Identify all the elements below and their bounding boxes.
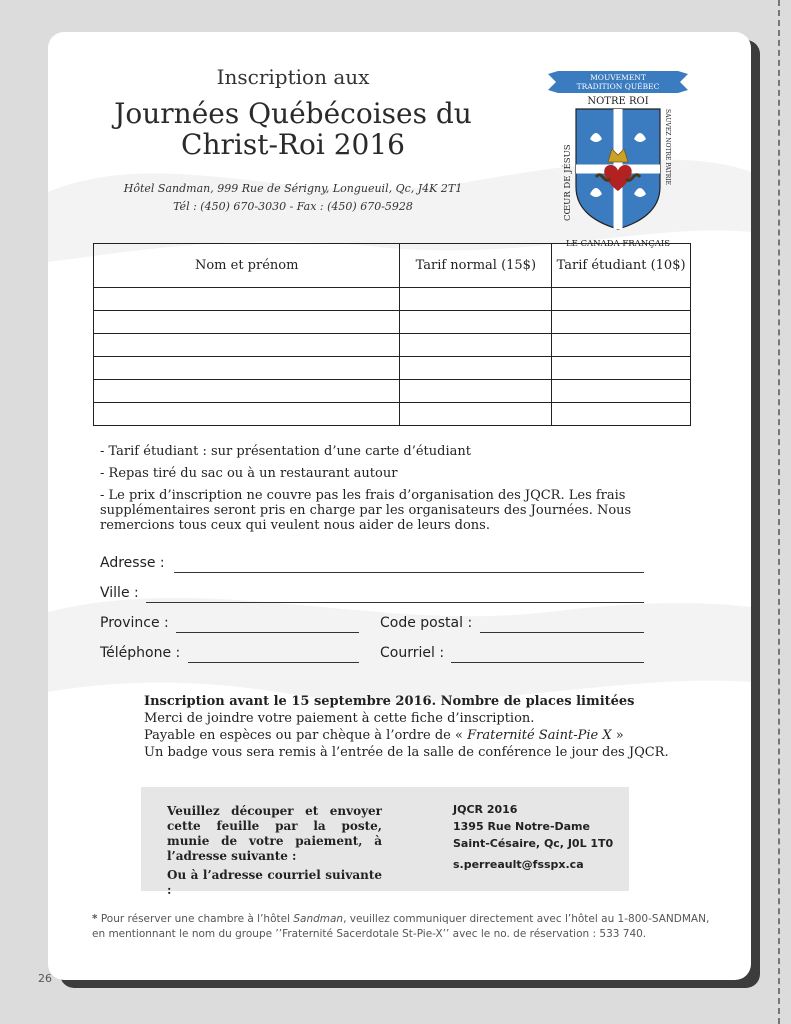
table-row (94, 403, 691, 426)
hotel-footnote (92, 912, 732, 942)
province-field[interactable] (176, 632, 359, 633)
name-cell[interactable] (94, 311, 400, 334)
city-field[interactable] (146, 602, 644, 603)
footnote-pre: Pour réserver une chambre à l’hôtel (97, 913, 294, 925)
phone-field[interactable] (188, 662, 359, 663)
email-field[interactable] (451, 662, 644, 663)
payable-text (144, 727, 684, 744)
student-rate-cell[interactable] (552, 334, 691, 357)
page-number: 26 (38, 972, 52, 985)
note-fees: - Le prix d’inscription ne couvre pas les frais d’organisation des JQCR. Les frais supplémentaires seront pris en charge par les organisateurs des Journées. Nous remercions tous ceux qui veulent nous aider de leurs dons. (100, 488, 632, 533)
footnote-line-1 (92, 912, 732, 927)
form-intro: Inscription aux (216, 65, 370, 89)
notes-list (100, 444, 700, 540)
registration-table (93, 243, 691, 426)
table-row (94, 380, 691, 403)
mail-address-line-3: Saint-Césaire, Qc, J0L 1T0 (453, 837, 614, 850)
mailing-box (141, 787, 629, 897)
note-meals: - Repas tiré du sac ou à un restaurant autour (100, 466, 398, 481)
tradition-quebec-logo (544, 69, 692, 252)
logo-top-text: NOTRE ROI (587, 96, 649, 107)
student-rate-cell[interactable] (552, 403, 691, 426)
name-cell[interactable] (94, 380, 400, 403)
payee-name: Fraternité Saint-Pie X (467, 728, 612, 743)
hotel-phone: Tél : (450) 670-3030 - Fax : (450) 670-5928 (173, 200, 413, 213)
address-field[interactable] (174, 572, 644, 573)
footnote-hotel: Sandman (293, 913, 344, 925)
column-header-name: Nom et prénom (94, 244, 400, 288)
normal-rate-cell[interactable] (400, 380, 552, 403)
table-row (94, 311, 691, 334)
table-row (94, 357, 691, 380)
email-label: Courriel : (380, 645, 445, 661)
table-row (94, 334, 691, 357)
column-header-normal-rate: Tarif normal (15$) (400, 244, 552, 288)
mailing-address (453, 801, 623, 873)
footnote-post: , veuillez communiquer directement avec l’hôtel au 1-800-SANDMAN, (343, 913, 710, 925)
normal-rate-cell[interactable] (400, 357, 552, 380)
badge-text: Un badge vous sera remis à l’entrée de la salle de conférence le jour des JQCR. (144, 745, 669, 760)
phone-label: Téléphone : (100, 645, 181, 661)
name-cell[interactable] (94, 288, 400, 311)
logo-bottom-text: LE CANADA FRANÇAIS (565, 239, 671, 249)
table-row (94, 288, 691, 311)
student-rate-cell[interactable] (552, 311, 691, 334)
mail-address-line-2: 1395 Rue Notre-Dame (453, 820, 590, 833)
registration-info (144, 693, 684, 761)
logo-left-text: CŒUR DE JÉSUS (563, 144, 573, 221)
table-header-row (94, 244, 691, 288)
name-cell[interactable] (94, 403, 400, 426)
mail-instruction: Veuillez découper et envoyer cette feuille par la poste, munie de votre paiement, à l’adresse suivante : (167, 804, 382, 863)
normal-rate-cell[interactable] (400, 288, 552, 311)
normal-rate-cell[interactable] (400, 311, 552, 334)
postal-code-label: Code postal : (380, 615, 473, 631)
student-rate-cell[interactable] (552, 380, 691, 403)
student-rate-cell[interactable] (552, 357, 691, 380)
student-rate-cell[interactable] (552, 288, 691, 311)
name-cell[interactable] (94, 357, 400, 380)
name-cell[interactable] (94, 334, 400, 357)
logo-banner-line-1: MOUVEMENT (590, 73, 646, 82)
column-header-student-rate: Tarif étudiant (10$) (552, 244, 691, 288)
normal-rate-cell[interactable] (400, 334, 552, 357)
title-line-1: Journées Québécoises du (114, 97, 472, 130)
deadline-text: Inscription avant le 15 septembre 2016. Nombre de places limitées (144, 694, 635, 709)
city-label: Ville : (100, 585, 139, 601)
payable-prefix: Payable en espèces ou par chèque à l’ordre de « (144, 728, 468, 743)
payable-suffix: » (611, 728, 624, 743)
page-title (48, 98, 538, 160)
hotel-address: Hôtel Sandman, 999 Rue de Sérigny, Longueuil, Qc, J4K 2T1 (123, 182, 463, 195)
cut-line (778, 0, 780, 1024)
province-label: Province : (100, 615, 169, 631)
payment-text: Merci de joindre votre paiement à cette fiche d’inscription. (144, 711, 535, 726)
email-instruction: Ou à l’adresse courriel suivante : (167, 868, 382, 897)
postal-code-field[interactable] (480, 632, 644, 633)
form-page (48, 32, 751, 980)
logo-right-text: SAUVEZ NOTRE PATRIE (664, 109, 671, 186)
title-line-2: Christ-Roi 2016 (181, 128, 405, 161)
contact-email-link[interactable]: s.perreault@fsspx.ca (453, 858, 584, 871)
logo-banner-line-2: TRADITION QUÉBEC (576, 82, 660, 91)
mail-address-line-1: JQCR 2016 (453, 803, 518, 816)
footnote-line-2: en mentionnant le nom du groupe ’’Fraternité Sacerdotale St-Pie-X’’ avec le no. de réservation : 533 740. (92, 928, 647, 940)
address-label: Adresse : (100, 555, 165, 571)
normal-rate-cell[interactable] (400, 403, 552, 426)
mailing-instructions (167, 804, 382, 898)
note-student-rate: - Tarif étudiant : sur présentation d’une carte d’étudiant (100, 444, 471, 459)
footnote-star: * (92, 913, 98, 925)
